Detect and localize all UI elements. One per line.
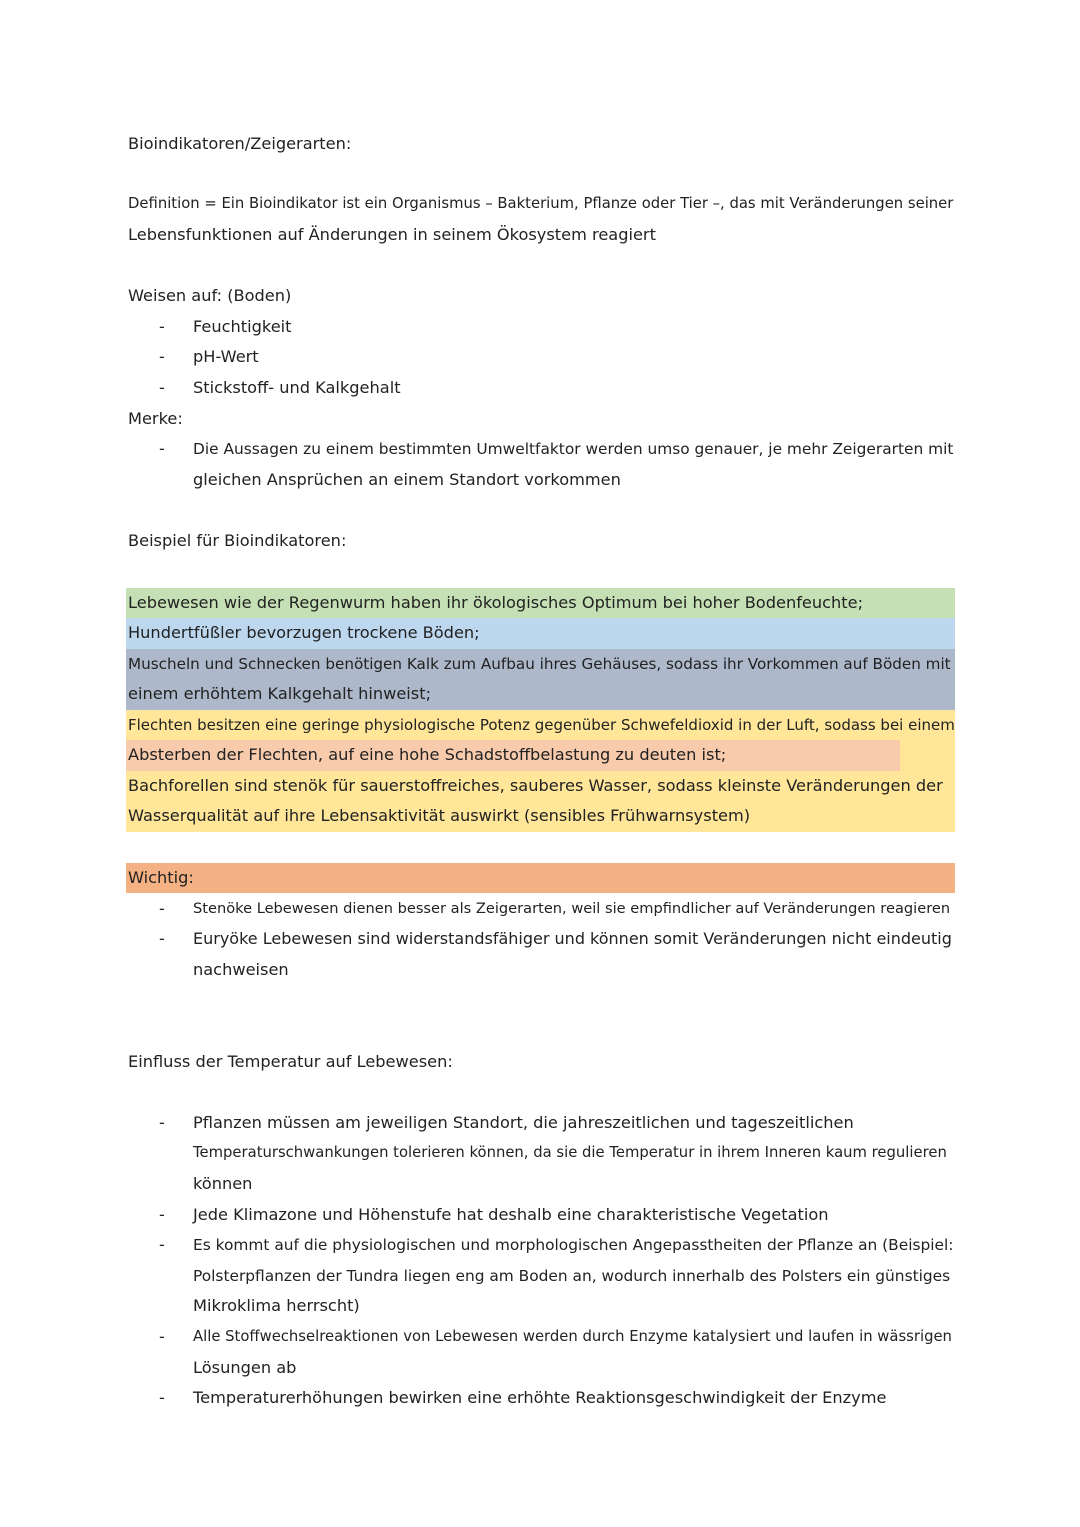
temperatur-item-3b: Polsterpflanzen der Tundra liegen eng am Boden an, wodurch innerhalb des Polsters ein günstiges [193, 1267, 951, 1285]
wichtig-item-2b: nachweisen [193, 960, 289, 979]
wichtig-item-2a: Euryöke Lebewesen sind widerstandsfähiger und können somit Veränderungen nicht eindeutig [193, 929, 952, 948]
flechten-line-1: Flechten besitzen eine geringe physiologische Potenz gegenüber Schwefeldioxid in der Luft, sodass bei einem [128, 716, 955, 734]
merke-heading: Merke: [128, 409, 183, 428]
bullet-marker: - [159, 1205, 165, 1224]
temperatur-item-4b: Lösungen ab [193, 1358, 297, 1377]
bullet-marker: - [159, 317, 165, 336]
bullet-marker: - [159, 899, 165, 918]
definition-line-1: Definition = Ein Bioindikator ist ein Organismus – Bakterium, Pflanze oder Tier –, das mit Veränderungen seiner [128, 195, 954, 212]
regenwurm-line: Lebewesen wie der Regenwurm haben ihr ökologisches Optimum bei hoher Bodenfeuchte; [128, 593, 864, 612]
hundertfuessler-line: Hundertfüßler bevorzugen trockene Böden; [128, 623, 480, 642]
muscheln-line-2: einem erhöhtem Kalkgehalt hinweist; [128, 684, 432, 703]
bullet-marker: - [159, 1327, 165, 1346]
temperatur-item-5: Temperaturerhöhungen bewirken eine erhöhte Reaktionsgeschwindigkeit der Enzyme [193, 1388, 887, 1407]
temperatur-item-1a: Pflanzen müssen am jeweiligen Standort, die jahreszeitlichen und tageszeitlichen [193, 1113, 854, 1132]
temperatur-item-1b: Temperaturschwankungen tolerieren können, da sie die Temperatur in ihrem Inneren kaum regulieren [193, 1144, 947, 1161]
temperatur-item-2: Jede Klimazone und Höhenstufe hat deshalb eine charakteristische Vegetation [193, 1205, 829, 1224]
flechten-line-2: Absterben der Flechten, auf eine hohe Schadstoffbelastung zu deuten ist; [128, 745, 727, 764]
wichtig-heading: Wichtig: [128, 868, 194, 887]
list-item: Stickstoff- und Kalkgehalt [193, 378, 401, 397]
page-title: Bioindikatoren/Zeigerarten: [128, 134, 352, 153]
bullet-marker: - [159, 1235, 165, 1254]
list-item: Feuchtigkeit [193, 317, 292, 336]
wichtig-item-1: Stenöke Lebewesen dienen besser als Zeigerarten, weil sie empfindlicher auf Veränderungen reagieren [193, 900, 951, 917]
muscheln-line-1: Muscheln und Schnecken benötigen Kalk zum Aufbau ihres Gehäuses, sodass ihr Vorkommen auf Böden mit [128, 655, 951, 673]
temperatur-item-3c: Mikroklima herrscht) [193, 1296, 360, 1315]
highlight-orange [126, 863, 955, 893]
temperatur-item-4a: Alle Stoffwechselreaktionen von Lebewesen werden durch Enzyme katalysiert und laufen in wässrigen [193, 1328, 952, 1345]
bullet-marker: - [159, 1388, 165, 1407]
bullet-marker: - [159, 347, 165, 366]
weisen-heading: Weisen auf: (Boden) [128, 286, 292, 305]
merke-line-1: Die Aussagen zu einem bestimmten Umweltfaktor werden umso genauer, je mehr Zeigerarten mit [193, 440, 954, 458]
bullet-marker: - [159, 1113, 165, 1132]
list-item: pH-Wert [193, 347, 259, 366]
forellen-line-1: Bachforellen sind stenök für sauerstoffreiches, sauberes Wasser, sodass kleinste Veränderungen der [128, 776, 943, 795]
bullet-marker: - [159, 929, 165, 948]
temperatur-item-3a: Es kommt auf die physiologischen und morphologischen Angepasstheiten der Pflanze an (Beispiel: [193, 1236, 954, 1254]
definition-line-2: Lebensfunktionen auf Änderungen in seinem Ökosystem reagiert [128, 225, 656, 244]
bullet-marker: - [159, 439, 165, 458]
temperatur-item-1c: können [193, 1174, 253, 1193]
merke-line-2: gleichen Ansprüchen an einem Standort vorkommen [193, 470, 621, 489]
forellen-line-2: Wasserqualität auf ihre Lebensaktivität auswirkt (sensibles Frühwarnsystem) [128, 806, 751, 825]
beispiel-heading: Beispiel für Bioindikatoren: [128, 531, 347, 550]
bullet-marker: - [159, 378, 165, 397]
temperatur-heading: Einfluss der Temperatur auf Lebewesen: [128, 1052, 453, 1071]
